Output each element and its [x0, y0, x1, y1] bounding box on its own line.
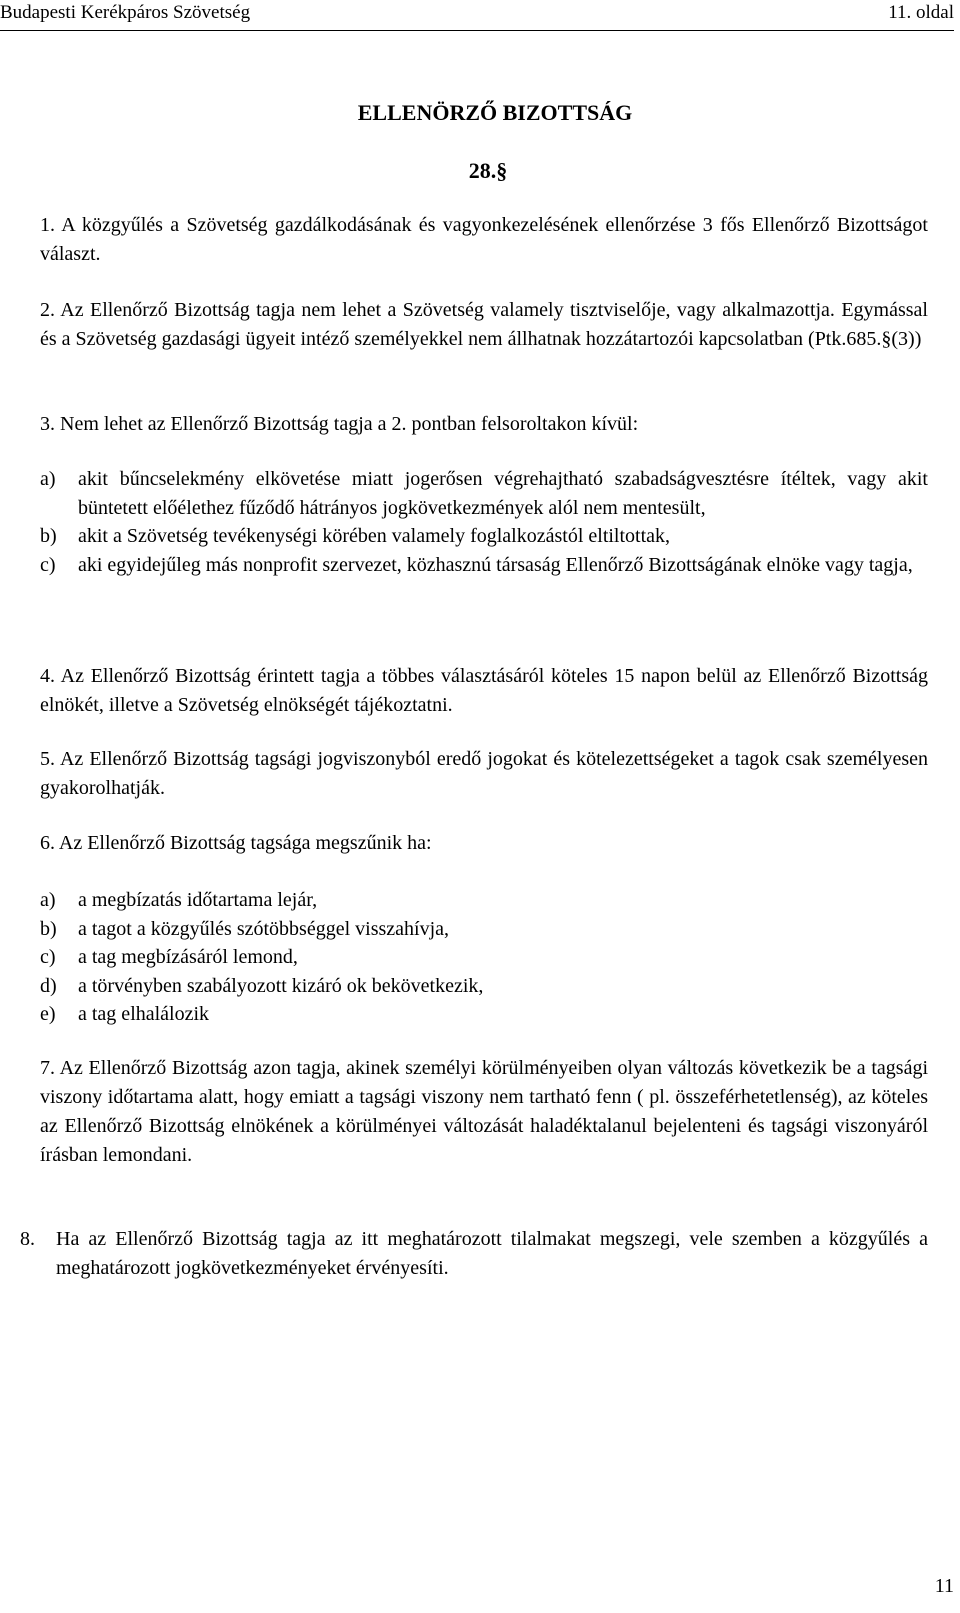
list-item-label: b) [40, 525, 57, 547]
paragraph-1: 1. A közgyűlés a Szövetség gazdálkodásának és vagyonkezelésének ellenőrzése 3 fős Ellenőrző Bizottságot választ. [40, 214, 928, 265]
paragraph-8-text: Ha az Ellenőrző Bizottság tagja az itt meghatározott tilalmakat megszegi, vele szemben a közgyűlés a meghatározott jogkövetkezményeket érvényesíti. [56, 1228, 928, 1279]
list-item [40, 1000, 928, 1029]
paragraph-3: 3. Nem lehet az Ellenőrző Bizottság tagja a 2. pontban felsoroltakon kívül: [40, 413, 639, 435]
list-item-label: c) [40, 946, 56, 968]
list-item [40, 915, 928, 944]
list-item-text: a tag elhalálozik [78, 1003, 210, 1025]
paragraph-5: 5. Az Ellenőrző Bizottság tagsági jogviszonyból eredő jogokat és kötelezettségeket a tagok csak személyesen gyakorolhatják. [40, 748, 928, 799]
paragraph-8-row [20, 1225, 928, 1282]
section-number: 28.§ [468, 158, 508, 183]
list-item-text: a tagot a közgyűlés szótöbbséggel visszahívja, [78, 917, 450, 940]
paragraph-6: 6. Az Ellenőrző Bizottság tagsága megszűnik ha: [40, 832, 432, 854]
list-item [40, 943, 928, 972]
list-item [40, 551, 928, 580]
section-title: ELLENÖRZŐ BIZOTTSÁG [357, 100, 633, 125]
list-item [40, 522, 928, 551]
list-item-text: aki egyidejűleg más nonprofit szervezet, közhasznú társaság Ellenőrző Bizottságának elnöke vagy tagja, [78, 553, 913, 576]
list-item-label: b) [40, 917, 57, 940]
paragraph-2: 2. Az Ellenőrző Bizottság tagja nem lehet a Szövetség valamely tisztviselője, vagy alkalmazottja. Egymással és a Szövetség gazdasági ügyeit intéző személyekkel nem állhatnak hozzátartozói kapcsolatban (Ptk.685.§(3)) [40, 299, 928, 350]
footer-page-number: 11 [934, 1575, 954, 1597]
list-item-label: d) [40, 974, 57, 997]
list-item-text: a megbízatás időtartama lejár, [78, 889, 318, 911]
list-item-text: a törvényben szabályozott kizáró ok bekövetkezik, [78, 974, 484, 997]
paragraph-8 [20, 1225, 928, 1282]
page-header [0, 0, 954, 31]
list-item-label: a) [40, 468, 56, 490]
list-item [40, 886, 928, 915]
list-item-text: akit bűncselekmény elkövetése miatt jogerősen végrehajtható szabadságvesztésre ítéltek, vagy akit büntetett előélethez fűződő hátrányos jogkövetkezmények alól nem mentesült, [78, 468, 928, 519]
list-disqualifications [40, 465, 928, 579]
paragraph-4: 4. Az Ellenőrző Bizottság érintett tagja a többes választásáról köteles 15 napon belül az Ellenőrző Bizottság elnökét, illetve a Szövetség elnökségét tájékoztatni. [40, 665, 928, 716]
header-page-label: 11. oldal [888, 2, 954, 23]
paragraph-8-number: 8. [20, 1228, 35, 1250]
list-item [40, 465, 928, 522]
list-termination [40, 886, 928, 1029]
list-item-label: c) [40, 553, 56, 576]
paragraph-7: 7. Az Ellenőrző Bizottság azon tagja, akinek személyi körülményeiben olyan változás következik be a tagsági viszony időtartama alatt, hogy emiatt a tagsági viszony nem tartható fenn ( pl. összeférhetetlenség), az köteles az Ellenőrző Bizottság elnökének a körülményei változását haladéktalanul bejelenteni és tagsági viszonyáról írásban lemondani. [40, 1057, 928, 1166]
list-item-label: e) [40, 1003, 56, 1025]
list-item-text: akit a Szövetség tevékenységi körében valamely foglalkozástól eltiltottak, [78, 525, 671, 547]
list-item-label: a) [40, 889, 56, 911]
list-item [40, 972, 928, 1001]
list-item-text: a tag megbízásáról lemond, [78, 946, 298, 968]
header-organization: Budapesti Kerékpáros Szövetség [0, 2, 251, 23]
